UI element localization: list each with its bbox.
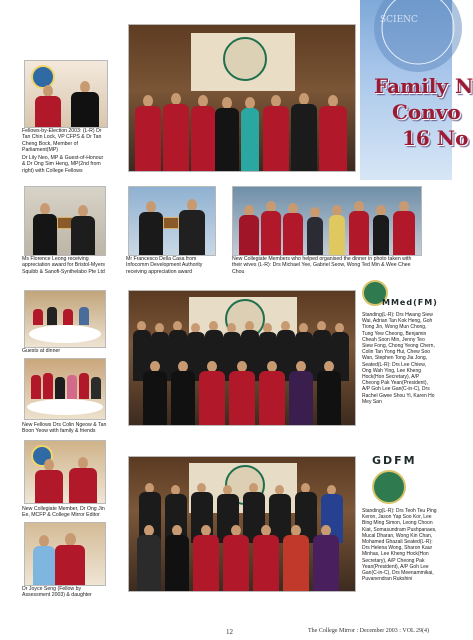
group-row [135,83,349,171]
banner-line-1: Family N [374,74,473,98]
person-left [35,85,61,127]
caption-guests: Guests at dinner [22,348,61,354]
caption-new-member-ong: New Collegiate Member, Dr Ong Jin Ee, MCFP & College Mirror Editor [22,506,105,519]
svg-text:SCIENC: SCIENC [380,15,418,25]
banner-seal-graphic [360,0,452,80]
page-number: 12 [226,628,233,636]
dinner-table [27,399,103,415]
photo-new-fellows-family [24,358,106,420]
photo-college-fellows-group [128,24,356,172]
photo-joyce-daughter [24,522,106,586]
banner-line-3: 16 No [402,126,469,150]
photo-guests-dinner [24,290,106,348]
section-label-gdfm: GDFM [372,454,417,467]
dinner-table [29,325,101,343]
banner-line-2: Convo [392,100,461,124]
caption-new-fellows: New Fellows Drs Colin Ngeow & Tan Boon Yeow with family & friends [22,422,107,435]
photo-new-member-ong [24,440,106,504]
person-right [71,81,99,127]
photo-gdfm-group [128,456,356,592]
caption-fellows: Fellows-by-Election 2003: (L-R) Dr Tan Chin Lock, VP CFPS & Dr Tan Cheng Bock, Member of Parliament(MP) [22,128,102,153]
gdfm-crest-icon [372,470,406,504]
caption-new-members: New Collegiate Members who helped organised the dinner in photo taken with their wives (L-R): Drs Michael Yee, Gabriel Seow, Wong Ted Min & Wee Chee Chou [232,256,412,275]
section-label-mmed: MMed(FM) [382,298,438,307]
journal-footer: The College Mirror : December 2003 : VOL 29(4) [308,628,429,634]
seated-row [137,525,347,591]
seated-row [143,361,343,425]
college-crest-large [223,37,267,81]
photo-fellows [24,60,108,128]
caption-joyce: Dr Joyce Seng (Fellow by Assessment 2003) & daughter [22,586,92,599]
event-banner [360,0,473,180]
photo-mmed-group [128,290,356,426]
caption-gdfm: Standing(L-R): Drs Teoh Teu Ping Keron, Jason Yap Soo Kor, Lee Bing Ming Simon, Leong Choon Kiat, Somasundram Pushpanaes, Mucal Dharan, Wong Kin Chan, Mohamed Ghazali Seated(L-R): Drs Helena Wong, Sharon Kaur Minhas, Lee Kheng Hock(Hon Secretary), A/P Cheong Pak Yean(President), A/P Goh Lee Gan(C-in-C), Drs Meenammikai, Puvanendran Rukshini [362,508,437,583]
caption-mmed: Standing(L-R): Drs Hwang Siew Wai, Adrian Tan Kok Heng, Goh Tiong Jin, Wong Mun Chong, Tung Yew Cheong, Benjamin Cheah Soon Min, Jenny Teo Siew Fong, Chong Yeong Chern, Colin Tan Yong Hui, Chew Soo Wan, Stephen Tong Jia Jong, Seated(L-R): Drs Lee Chiew, Ong Wah Ying, Lee Kheng Hock(Hon Secretary), A/P Cheong Pak Yean(President), A/P Goh Lee Gan(C-in-C), Drs Rachel Gwee Shou Yi, Karen Ho Mey San [362,312,435,405]
photo-new-members-wives [232,186,422,256]
caption-florence: Ms Florence Leong receiving appreciation award for Bristol-Myers Squibb & Sanofi-Synthelabo Pte Ltd [22,256,106,275]
caption-lily: Dr Lily Neo, MP & Guest-of-Honour & Dr Ong Sim Heng, MP(2nd from right) with College Fellows [22,155,104,174]
plaque [163,217,179,229]
photo-francesco-award [128,186,216,256]
photo-florence-award [24,186,106,256]
caption-francesco: Mr Francesco Della Casa from Infocomm Development Authority receiving appreciation award [126,256,203,275]
